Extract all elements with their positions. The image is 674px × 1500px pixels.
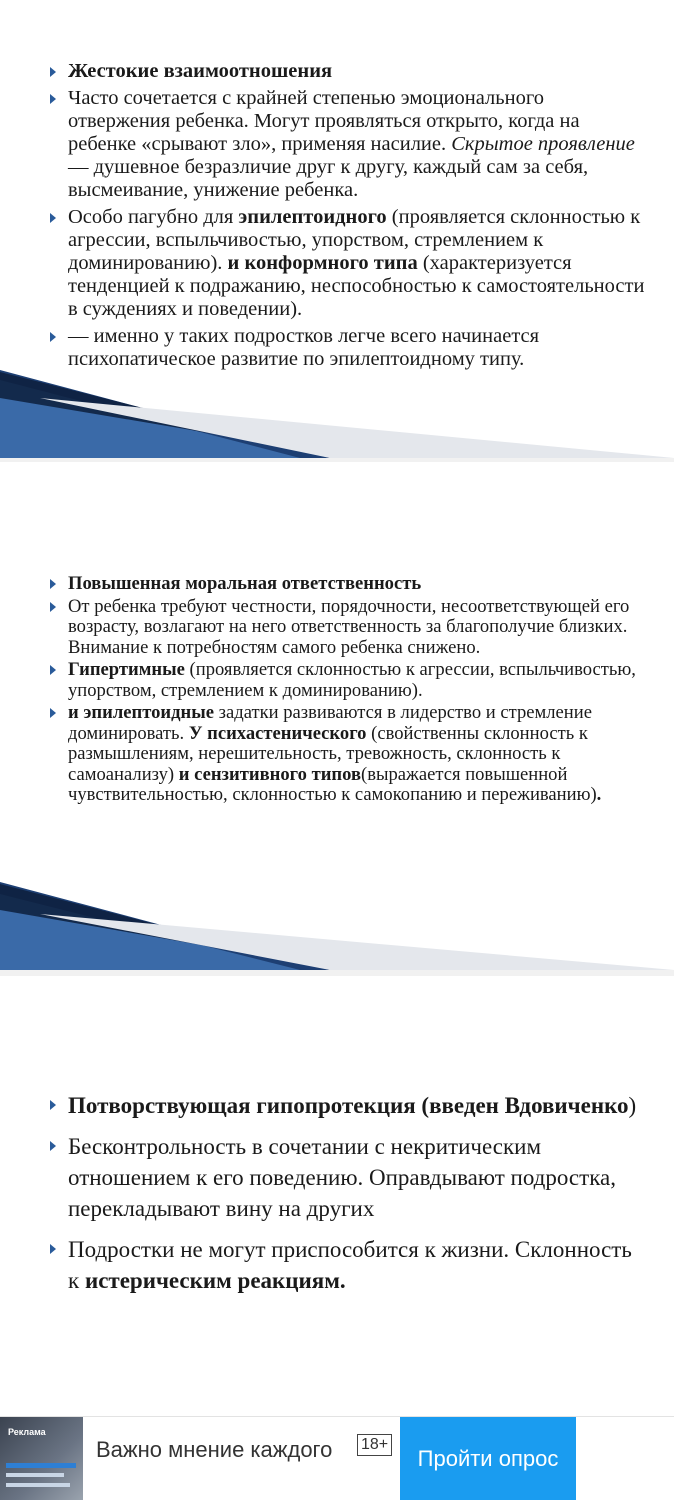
- slide-2-decoration: [0, 880, 674, 970]
- bullet-arrow-icon: [50, 332, 56, 342]
- bullet-text: — именно у таких подростков легче всего начинается психопатическое развитие по эпилептоидному типу.: [68, 325, 540, 370]
- ad-thumbnail-stripe: [6, 1473, 64, 1477]
- ad-thumbnail-label: Реклама: [8, 1427, 46, 1437]
- bullet-arrow-icon: [50, 602, 56, 612]
- bullet-arrow-icon: [50, 665, 56, 675]
- bullet-text: эпилептоидного: [238, 206, 387, 228]
- bullet-text: Часто сочетается с крайней степенью эмоционального отвержения ребенка. Могут проявляться открыто, когда на ребенке «срывают зло», применяя насилие.: [68, 87, 580, 155]
- bullet-text: и конформного типа: [227, 252, 418, 274]
- bullet-text: Потворствующая гипопротекция (введен Вдовиченко: [68, 1093, 629, 1118]
- bullet-item: [48, 1090, 648, 1121]
- bullet-text: Бесконтрольность в сочетании с некритическим отношением к его поведению. Оправдывают подростка, перекладывают вину на других: [68, 1134, 616, 1221]
- bullet-text: .: [596, 784, 602, 805]
- slide-1-bullets: [48, 60, 648, 375]
- bullet-text: (выражается повышенной чувствительностью, склонностью к самокопанию и переживанию): [68, 763, 597, 805]
- ad-thumbnail-stripe: [6, 1463, 76, 1468]
- bullet-text: (свойственны склонность к размышлениям, нерешительность, тревожность, склонность к самоанализу): [68, 722, 588, 785]
- bullet-text: (проявляется склонностью к агрессии, вспыльчивостью, упорством, стремлением к доминированию).: [68, 659, 636, 701]
- slide-1: [0, 0, 674, 458]
- bullet-arrow-icon: [50, 708, 56, 718]
- bullet-arrow-icon: [50, 213, 56, 223]
- slide-3: [0, 976, 674, 1406]
- ad-thumbnail-stripe: [6, 1483, 70, 1487]
- bullet-item: [48, 597, 658, 659]
- bullet-item: [48, 1131, 648, 1224]
- bullet-text: Подростки не могут приспособится к жизни. Склонность к: [68, 1237, 632, 1293]
- bullet-text: и эпилептоидные: [68, 702, 215, 723]
- bullet-text: и сензитивного типов: [178, 763, 362, 785]
- bullet-text: Скрытое проявление: [451, 133, 635, 155]
- bullet-text: Жестокие взаимоотношения: [68, 60, 333, 82]
- bullet-arrow-icon: [50, 579, 56, 589]
- bullet-item: [48, 660, 658, 701]
- bullet-text: (проявляется склонностью к агрессии, вспыльчивостью, упорством, стремлением к доминированию).: [68, 206, 641, 274]
- slide-2-bullets: [48, 574, 658, 808]
- bullet-item: [48, 703, 658, 806]
- take-survey-button[interactable]: Пройти опрос: [400, 1417, 576, 1500]
- ad-thumbnail[interactable]: [0, 1417, 83, 1500]
- bullet-text: Повышенная моральная ответственность: [68, 573, 422, 594]
- bullet-text: задатки развиваются в лидерство и стремление доминировать.: [68, 702, 592, 744]
- bullet-text: У психастенического: [188, 722, 367, 744]
- bullet-arrow-icon: [50, 94, 56, 104]
- bullet-arrow-icon: [50, 1100, 56, 1110]
- bullet-text: истерическим реакциям.: [84, 1268, 346, 1293]
- bullet-text: От ребенка требуют честности, порядочности, несоответствующей его возрасту, возлагают на него ответственность за благополучие близких. Внимание к потребностям самого ребенка снижено.: [68, 595, 630, 658]
- bullet-arrow-icon: [50, 1141, 56, 1151]
- bullet-arrow-icon: [50, 67, 56, 77]
- bullet-item: [48, 1234, 648, 1296]
- bullet-text: Особо пагубно для: [68, 206, 239, 228]
- bullet-arrow-icon: [50, 1244, 56, 1254]
- bullet-text: (характеризуется тенденцией к подражанию, неспособностью к самостоятельности в суждениях и поведении).: [68, 252, 645, 320]
- slide-2: [0, 462, 674, 970]
- ad-text[interactable]: Важно мнение каждого: [96, 1437, 333, 1462]
- slide-3-bullets: [48, 1090, 648, 1306]
- bullet-text: — душевное безразличие друг к другу, каждый сам за себя, высмеивание, унижение ребенка.: [68, 156, 589, 201]
- bullet-item: [48, 574, 658, 595]
- ad-banner[interactable]: [0, 1416, 674, 1500]
- slide-1-decoration: [0, 358, 674, 458]
- bullet-text: ): [628, 1093, 637, 1118]
- bullet-text: Гипертимные: [68, 659, 185, 680]
- age-rating-badge: 18+: [357, 1434, 392, 1456]
- bullet-item: [48, 60, 648, 83]
- bullet-item: [48, 206, 648, 321]
- bullet-item: [48, 87, 648, 202]
